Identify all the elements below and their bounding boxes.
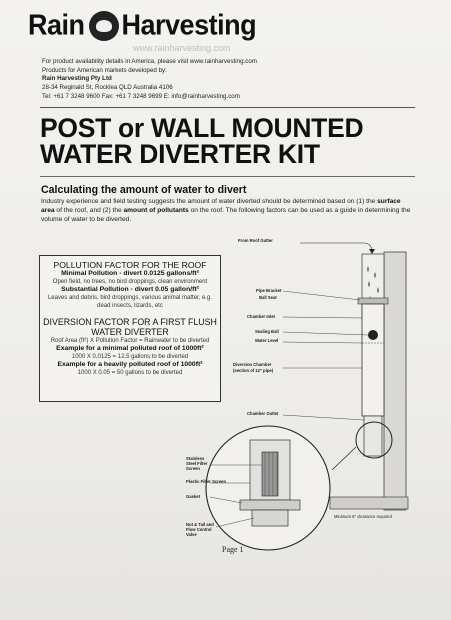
pipe-bracket-shape bbox=[358, 298, 388, 304]
label-chamber-outlet: Chamber Outlet bbox=[247, 411, 279, 416]
substantial-pollution-label: Substantial Pollution - divert 0.05 gallon/ft² bbox=[61, 286, 199, 293]
callout-connector bbox=[332, 447, 356, 470]
company-name: Rain Harvesting Pty Ltd bbox=[42, 75, 112, 83]
wall-icon bbox=[384, 252, 406, 510]
company-phone: Tel: +61 7 3248 9600 Fax: +61 7 3248 9699 E: info@rainharvesting.com bbox=[42, 92, 240, 100]
example-2-label: Example for a heavily polluted roof of 1000ft² bbox=[57, 361, 203, 368]
intro-bold-surface-area: surface area bbox=[41, 198, 401, 214]
page-number: Page 1 bbox=[222, 545, 244, 554]
minimal-pollution-label: Minimal Pollution - divert 0.0125 gallons/ft² bbox=[61, 270, 199, 277]
website-watermark: www.rainharvesting.com bbox=[133, 43, 231, 53]
substantial-pollution-desc: Leaves and debris, bird droppings, various animal matter, e.g. dead insects, lizards, etc bbox=[47, 295, 213, 309]
intro-text-2: of the roof, and (2) the bbox=[56, 207, 122, 214]
label-diversion-chamber: Diversion Chamber bbox=[233, 362, 272, 367]
example-1-calc: 1000 X 0.0125 = 12.5 gallons to be diverted bbox=[71, 354, 189, 360]
intro-text-1: Industry experience and field testing suggests the amount of water diverted should be determined based on (1) the bbox=[41, 198, 376, 205]
nut-tail-shape bbox=[252, 510, 288, 526]
contact-line-1: For product availability details in America, please visit www.rainharvesting.com bbox=[42, 58, 257, 65]
label-gasket: Gasket bbox=[186, 494, 200, 499]
filter-screen-shape bbox=[262, 452, 278, 496]
arrow-down-icon bbox=[369, 249, 375, 254]
label-clearance: Minimum 6" clearance required bbox=[334, 514, 392, 519]
brand-word-harvesting: Harvesting bbox=[121, 9, 257, 41]
title-line-2: WATER DIVERTER KIT bbox=[40, 139, 320, 169]
ground-slab bbox=[330, 497, 408, 509]
gasket-shape bbox=[240, 500, 300, 510]
label-from-roof-gutter: From Roof Gutter bbox=[238, 238, 273, 243]
title-line-1: POST or WALL MOUNTED bbox=[40, 113, 364, 143]
label-water-level: Water Level bbox=[255, 338, 279, 343]
example-2-calc: 1000 X 0.05 = 50 gallons to be diverted bbox=[77, 370, 183, 376]
label-sealing-ball: Sealing Ball bbox=[255, 329, 279, 334]
section-heading: Calculating the amount of water to divert bbox=[41, 184, 247, 196]
label-nut-tail: Nut & Tail and Flow Control Valve bbox=[186, 522, 214, 537]
label-stainless-screen: Stainless Steel Filter Screen bbox=[186, 456, 208, 471]
diversion-chamber-shape bbox=[362, 304, 384, 416]
diversion-heading: DIVERSION FACTOR FOR A FIRST FLUSH WATER DIVERTER bbox=[43, 317, 217, 337]
label-pipe-bracket: Pipe Bracket bbox=[256, 288, 282, 293]
diversion-formula: Roof Area (ft²) X Pollution Factor = Rainwater to be diverted bbox=[50, 338, 210, 344]
label-chamber-inlet: Chamber Inlet bbox=[247, 314, 275, 319]
gutter-pointer bbox=[300, 243, 372, 252]
minimal-pollution-desc: Open field, no trees, no bird droppings, clean environment bbox=[52, 279, 208, 285]
label-plastic-screen: Plastic Filter Screen bbox=[186, 479, 227, 484]
intro-text-3: on the roof. The following factors can be used as a guide in determining the volume of water to be diverted. bbox=[41, 207, 411, 223]
example-1-label: Example for a minimal polluted roof of 1000ft² bbox=[56, 345, 204, 352]
label-diversion-chamber-note: (section of 12" pipe) bbox=[233, 368, 274, 373]
brand-word-rain: Rain bbox=[28, 9, 85, 41]
company-address: 28-34 Reginald St, Rocklea QLD Australia 4106 bbox=[42, 84, 173, 92]
label-ball-seat: Ball Seat bbox=[259, 295, 277, 300]
contact-line-2: Products for American markets developed by: bbox=[42, 66, 167, 74]
intro-bold-pollutants: amount of pollutants bbox=[123, 207, 189, 214]
sealing-ball-icon bbox=[368, 330, 378, 340]
pollution-heading: POLLUTION FACTOR FOR THE ROOF bbox=[53, 260, 207, 270]
